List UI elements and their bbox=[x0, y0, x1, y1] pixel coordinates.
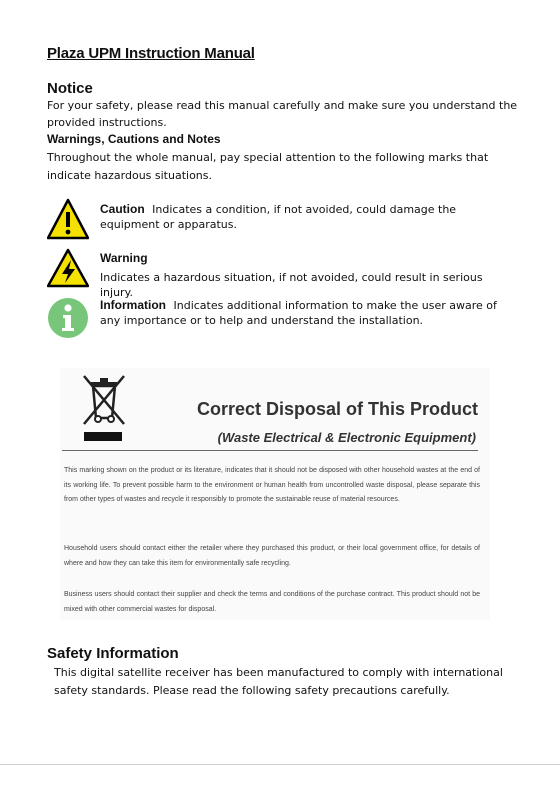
information-icon bbox=[47, 297, 89, 339]
warning-icon bbox=[47, 248, 89, 288]
weee-subtitle: (Waste Electrical & Electronic Equipment) bbox=[217, 430, 476, 445]
warning-text: Indicates a hazardous situation, if not avoided, could result in serious injury. bbox=[100, 271, 483, 299]
weee-paragraph-1: This marking shown on the product or its literature, indicates that it should not be disposed with other household wastes at the end of its working life. To prevent possible harm to the environment or human health from uncontrolled waste disposal, please separate this from other types of wastes and recycle it responsibly to promote the sustainable reuse of material resources. bbox=[64, 467, 480, 503]
notice-heading: Notice bbox=[47, 80, 93, 97]
weee-title: Correct Disposal of This Product bbox=[196, 399, 478, 419]
caution-label: Caution bbox=[100, 202, 145, 216]
weee-paragraph-2: Household users should contact either the retailer where they purchased this product, or their local government office, for details of where and how they can take this item for environmentally safe recycling. bbox=[64, 545, 480, 567]
warnings-intro: Throughout the whole manual, pay special attention to the following marks that indicate hazardous situations. bbox=[47, 151, 489, 182]
weee-disposal-notice bbox=[60, 368, 490, 620]
caution-text: Indicates a condition, if not avoided, could damage the equipment or apparatus. bbox=[100, 203, 457, 231]
information-label: Information bbox=[100, 298, 166, 312]
weee-divider bbox=[62, 450, 478, 451]
weee-paragraph-3: Business users should contact their supplier and check the terms and conditions of the purchase contract. This product should not be mixed with other commercial wastes for disposal. bbox=[64, 591, 480, 613]
information-text: Indicates additional information to make the user aware of any importance or to help and understand the installation. bbox=[100, 299, 497, 327]
document-title: Plaza UPM Instruction Manual bbox=[47, 45, 255, 62]
warnings-subheading: Warnings, Cautions and Notes bbox=[47, 132, 221, 146]
footer-divider bbox=[0, 764, 560, 765]
warning-note bbox=[100, 251, 515, 300]
safety-heading: Safety Information bbox=[47, 645, 179, 662]
crossed-out-bin-icon bbox=[82, 372, 126, 444]
caution-note bbox=[100, 202, 515, 232]
safety-text: This digital satellite receiver has been manufactured to comply with international safety standards. Please read the following safety precautions carefully. bbox=[54, 666, 503, 697]
notice-intro: For your safety, please read this manual carefully and make sure you understand the provided instructions. bbox=[47, 99, 518, 129]
warning-label: Warning bbox=[100, 251, 148, 265]
information-note bbox=[100, 298, 515, 328]
caution-icon bbox=[47, 198, 89, 240]
